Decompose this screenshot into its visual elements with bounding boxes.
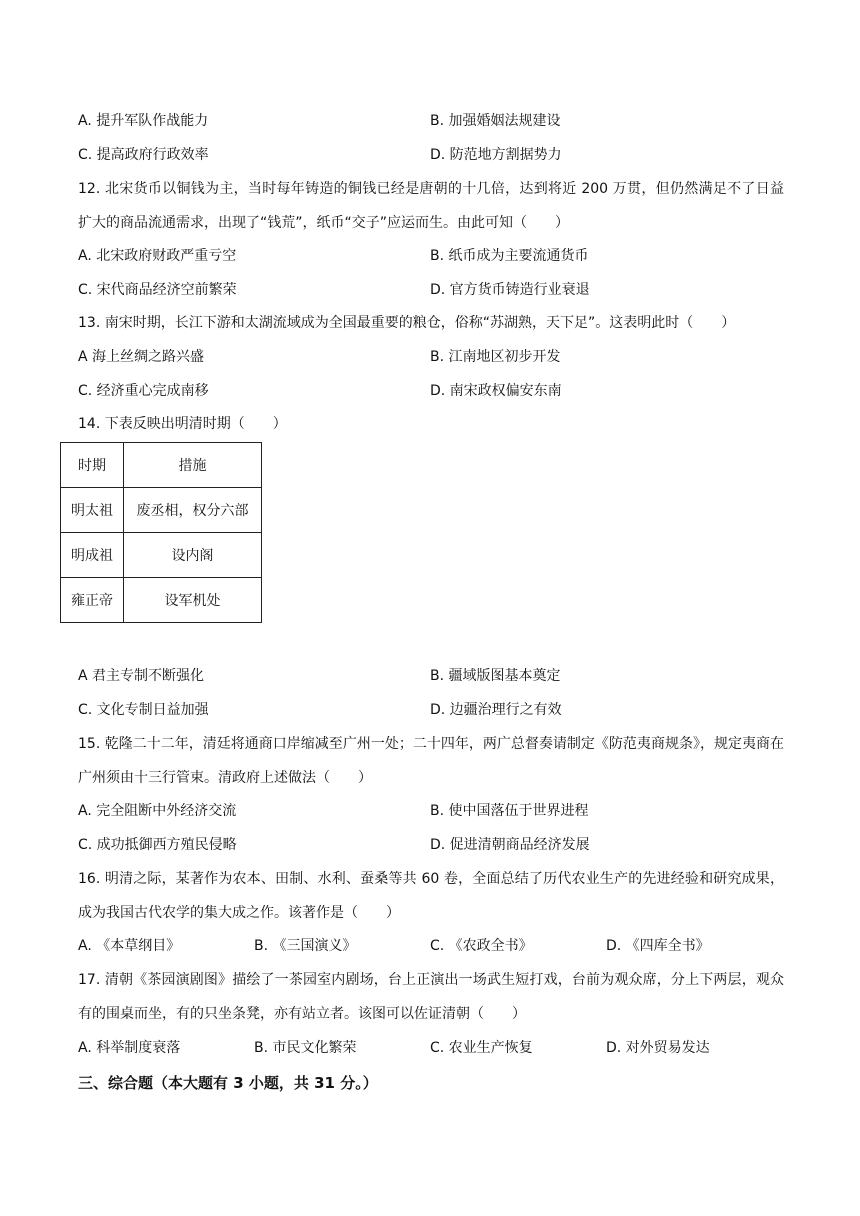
table-cell: 明太祖 [61, 488, 124, 533]
q16-stem: 16. 明清之际，某著作为农本、田制、水利、蚕桑等共 60 卷，全面总结了历代农业生产的先进经验和研究成果，成为我国古代农学的集大成之作。该著作是（ ） [78, 871, 784, 921]
table-row [61, 488, 262, 533]
table-cell: 设内阁 [124, 533, 262, 578]
table-header-cell: 措施 [124, 443, 262, 488]
q17-option-d[interactable]: D. 对外贸易发达 [606, 1040, 710, 1056]
q14-stem: 14. 下表反映出明清时期（ ） [78, 416, 287, 432]
table-row [61, 578, 262, 623]
q14-option-a[interactable]: A 君主专制不断强化 [78, 668, 205, 684]
section-heading: 三、综合题（本大题有 3 小题，共 31 分。） [78, 1074, 378, 1092]
table-cell: 雍正帝 [61, 578, 124, 623]
q11-option-a[interactable]: A. 提升军队作战能力 [78, 113, 209, 129]
q16-option-c[interactable]: C. 《农政全书》 [430, 938, 533, 954]
q14-option-d[interactable]: D. 边疆治理行之有效 [430, 702, 562, 718]
table-header-row [61, 443, 262, 488]
q14-option-c[interactable]: C. 文化专制日益加强 [78, 702, 209, 718]
q17-option-b[interactable]: B. 市民文化繁荣 [254, 1040, 357, 1056]
q14-option-b[interactable]: B. 疆域版图基本奠定 [430, 668, 561, 684]
q17-stem: 17. 清朝《茶园演剧图》描绘了一茶园室内剧场，台上正演出一场武生短打戏，台前为观众席，分上下两层，观众有的围桌而坐，有的只坐条凳，亦有站立者。该图可以佐证清朝（ ） [78, 972, 784, 1022]
table-cell: 废丞相，权分六部 [124, 488, 262, 533]
q14-table [60, 442, 262, 623]
q12-option-c[interactable]: C. 宋代商品经济空前繁荣 [78, 282, 237, 298]
q15-option-c[interactable]: C. 成功抵御西方殖民侵略 [78, 837, 237, 853]
q16-option-a[interactable]: A. 《本草纲目》 [78, 938, 181, 954]
q13-option-a[interactable]: A 海上丝绸之路兴盛 [78, 349, 205, 365]
table-row [61, 533, 262, 578]
table-cell: 设军机处 [124, 578, 262, 623]
q11-option-d[interactable]: D. 防范地方割据势力 [430, 147, 562, 163]
q11-option-b[interactable]: B. 加强婚姻法规建设 [430, 113, 561, 129]
q11-option-c[interactable]: C. 提高政府行政效率 [78, 147, 209, 163]
q17-option-c[interactable]: C. 农业生产恢复 [430, 1040, 533, 1056]
q12-option-a[interactable]: A. 北宋政府财政严重亏空 [78, 248, 237, 264]
q16-option-b[interactable]: B. 《三国演义》 [254, 938, 357, 954]
q13-option-b[interactable]: B. 江南地区初步开发 [430, 349, 561, 365]
q17-option-a[interactable]: A. 科举制度衰落 [78, 1040, 181, 1056]
q16-option-d[interactable]: D. 《四库全书》 [606, 938, 710, 954]
q15-option-b[interactable]: B. 使中国落伍于世界进程 [430, 803, 589, 819]
q12-option-d[interactable]: D. 官方货币铸造行业衰退 [430, 282, 590, 298]
q15-option-a[interactable]: A. 完全阻断中外经济交流 [78, 803, 237, 819]
table-cell: 明成祖 [61, 533, 124, 578]
q15-option-d[interactable]: D. 促进清朝商品经济发展 [430, 837, 590, 853]
q12-stem: 12. 北宋货币以铜钱为主，当时每年铸造的铜钱已经是唐朝的十几倍，达到将近 200 万贯，但仍然满足不了日益扩大的商品流通需求，出现了“钱荒”，纸币“交子”应运而生。由此可知（ ） [78, 181, 784, 231]
q12-option-b[interactable]: B. 纸币成为主要流通货币 [430, 248, 589, 264]
q13-option-d[interactable]: D. 南宋政权偏安东南 [430, 383, 562, 399]
q13-stem: 13. 南宋时期，长江下游和太湖流域成为全国最重要的粮仓，俗称“苏湖熟，天下足”。这表明此时（ ） [78, 315, 736, 331]
table-header-cell: 时期 [61, 443, 124, 488]
q15-stem: 15. 乾隆二十二年，清廷将通商口岸缩减至广州一处；二十四年，两广总督奏请制定《防范夷商规条》，规定夷商在广州须由十三行管束。清政府上述做法（ ） [78, 736, 784, 786]
q13-option-c[interactable]: C. 经济重心完成南移 [78, 383, 209, 399]
